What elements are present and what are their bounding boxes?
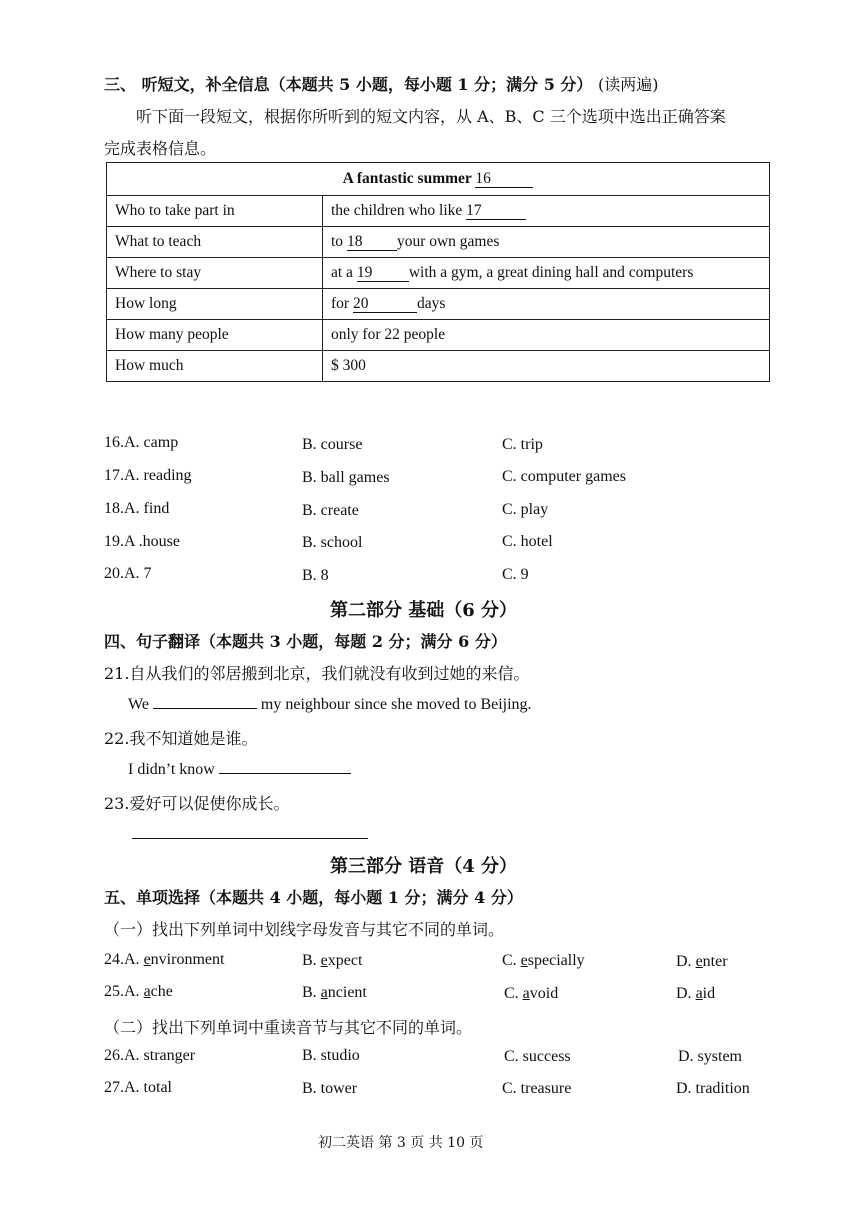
- option-b: B. ancient: [302, 984, 367, 1001]
- option-d: D. aid: [676, 985, 716, 1002]
- option-b: B. studio: [302, 1047, 360, 1064]
- blank-17: 17: [466, 202, 482, 219]
- row-value: the children who like 17: [323, 196, 770, 227]
- question-20: 20.A. 7: [104, 565, 152, 582]
- table-row: [107, 289, 770, 320]
- question-22: 22.我不知道她是谁。: [104, 729, 258, 748]
- blank-20: 20: [352, 295, 369, 312]
- option-d: D. tradition: [676, 1080, 750, 1097]
- option-b: B. school: [302, 534, 363, 551]
- table-row: [107, 351, 770, 382]
- question-27: 27.A. total: [104, 1079, 172, 1096]
- option-b: B. tower: [302, 1080, 358, 1097]
- subsection-2-instruction: （二）找出下列单词中重读音节与其它不同的单词。: [104, 1018, 473, 1037]
- question-23: 23.爱好可以促使你成长。: [104, 794, 290, 813]
- question-21-answer-line: We my neighbour since she moved to Beijing.: [128, 696, 532, 713]
- option-a: A. camp: [124, 434, 179, 451]
- row-label: How many people: [107, 320, 323, 351]
- option-c: C. computer games: [502, 468, 626, 485]
- section-3-instruction-line1: 听下面一段短文，根据你所听到的短文内容，从 A、B、C 三个选项中选出正确答案: [136, 107, 726, 126]
- row-label: How much: [107, 351, 323, 382]
- option-c: C. trip: [502, 436, 543, 453]
- question-18: 18.A. find: [104, 500, 170, 517]
- row-label: Where to stay: [107, 258, 323, 289]
- section-5-heading: 五、单项选择（本题共 4 小题，每小题 1 分；满分 4 分）: [104, 888, 523, 907]
- option-c: C. treasure: [502, 1080, 572, 1097]
- question-24: 24.A. environment: [104, 951, 225, 968]
- section-3-heading-note: (读两遍): [597, 75, 659, 94]
- option-b: B. ball games: [302, 469, 390, 486]
- row-value: to 18 your own games: [323, 227, 770, 258]
- section-3-heading-text: 三、 听短文，补全信息（本题共 5 小题，每小题 1 分；满分 5 分）: [104, 75, 593, 94]
- page-footer: 初二英语 第 3 页 共 10 页: [318, 1135, 484, 1151]
- option-b: B. expect: [302, 952, 363, 969]
- table-row: [107, 258, 770, 289]
- option-b: B. course: [302, 436, 363, 453]
- option-b: B. 8: [302, 567, 329, 584]
- option-d: D. enter: [676, 953, 728, 970]
- section-3-instruction-line2: 完成表格信息。: [104, 139, 217, 158]
- option-a: A .house: [124, 533, 180, 550]
- info-table-title: A fantastic summer 16: [107, 163, 770, 196]
- option-c: C. hotel: [502, 533, 553, 550]
- answer-blank-22: [219, 759, 351, 774]
- option-c: C. play: [502, 501, 549, 518]
- row-value: only for 22 people: [323, 320, 770, 351]
- row-value: $ 300: [323, 351, 770, 382]
- table-row: [107, 320, 770, 351]
- question-25: 25.A. ache: [104, 983, 173, 1000]
- option-c: C. especially: [502, 952, 585, 969]
- section-4-heading: 四、句子翻译（本题共 3 小题，每题 2 分；满分 6 分）: [104, 632, 507, 651]
- row-value: at a 19 with a gym, a great dining hall and computers: [323, 258, 770, 289]
- info-table-title-row: [107, 163, 770, 196]
- row-value: for 20 days: [323, 289, 770, 320]
- option-d: D. system: [678, 1048, 742, 1065]
- subsection-1-instruction: （一）找出下列单词中划线字母发音与其它不同的单词。: [104, 920, 505, 939]
- question-26: 26.A. stranger: [104, 1047, 196, 1064]
- question-16: 16.A. camp: [104, 434, 179, 451]
- option-a: A. 7: [124, 565, 152, 582]
- option-c: C. success: [504, 1048, 571, 1065]
- blank-16: 16: [475, 170, 491, 187]
- section-3-heading: [104, 72, 658, 95]
- table-row: [107, 196, 770, 227]
- option-a: A. reading: [124, 467, 192, 484]
- option-a: A. find: [124, 500, 170, 517]
- answer-blank-21: [153, 694, 257, 709]
- blank-19: 19: [356, 264, 373, 281]
- blank-18: 18: [346, 233, 363, 250]
- option-b: B. create: [302, 502, 359, 519]
- row-label: How long: [107, 289, 323, 320]
- option-c: C. 9: [502, 566, 529, 583]
- question-19: 19.A .house: [104, 533, 180, 550]
- question-17: 17.A. reading: [104, 467, 192, 484]
- row-label: What to teach: [107, 227, 323, 258]
- table-row: [107, 227, 770, 258]
- question-22-answer-line: I didn’t know: [128, 759, 351, 779]
- row-label: Who to take part in: [107, 196, 323, 227]
- answer-blank-23: [132, 838, 368, 839]
- part-3-title: 第三部分 语音（4 分）: [330, 856, 518, 877]
- option-c: C. avoid: [504, 985, 559, 1002]
- info-table: [106, 162, 770, 382]
- question-21: 21.自从我们的邻居搬到北京，我们就没有收到过她的来信。: [104, 664, 530, 683]
- part-2-title: 第二部分 基础（6 分）: [330, 600, 518, 621]
